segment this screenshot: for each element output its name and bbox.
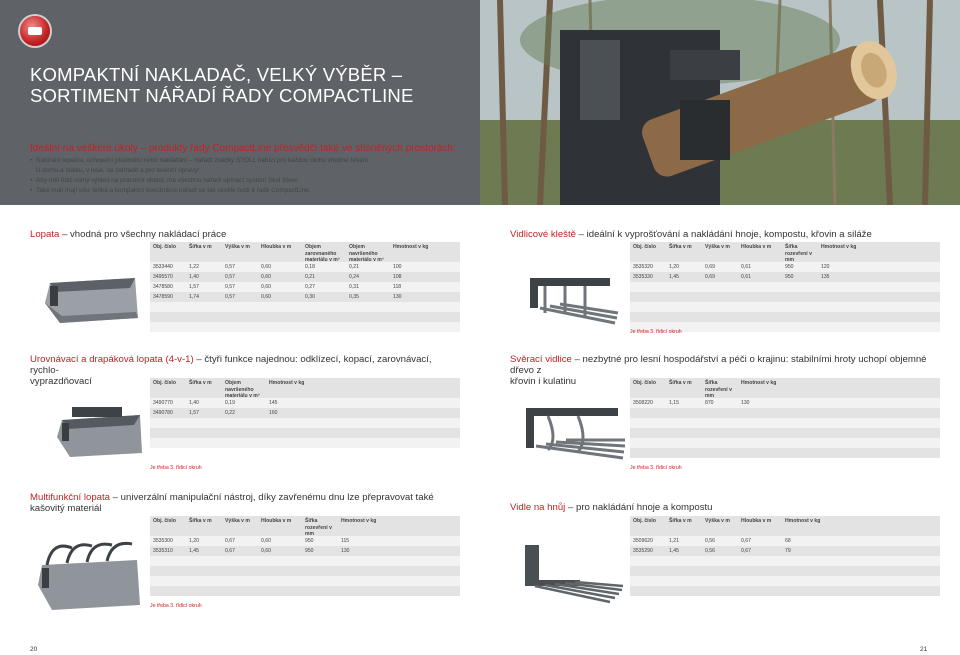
cell: 0,56 <box>705 538 715 544</box>
col-header: Obj. číslo <box>633 518 656 524</box>
cell: 130 <box>341 548 350 554</box>
section-vidlicove <box>510 229 940 240</box>
table-row-empty <box>150 428 460 438</box>
section-desc: – pro nakládání hnoje a kompostu <box>565 502 713 513</box>
cell: 0,60 <box>261 548 271 554</box>
cell: 0,67 <box>225 548 235 554</box>
section-desc: – nezbytné pro lesní hospodářství a péči o krajinu: stabilními hroty uchopí objemné dřevo z <box>510 354 927 376</box>
page-number-left: 20 <box>30 646 38 653</box>
note-third-circuit: Je třeba 3. řídicí okruh <box>150 603 202 609</box>
cell: 0,57 <box>225 264 235 270</box>
cell: 1,45 <box>189 548 199 554</box>
cell: 0,60 <box>261 284 271 290</box>
cell: 100 <box>393 264 402 270</box>
cell: 950 <box>785 274 794 280</box>
cell: 108 <box>393 274 402 280</box>
section-desc-2: vyprazdňovací <box>30 376 92 387</box>
table-header <box>150 242 460 262</box>
table-body <box>630 262 940 332</box>
section-name: Svěrací vidlice <box>510 354 572 365</box>
cell: 0,21 <box>305 274 315 280</box>
cell: 118 <box>393 284 402 290</box>
cell: 3533440 <box>153 264 173 270</box>
table-row <box>150 398 460 408</box>
cell: 0,67 <box>225 538 235 544</box>
cell: 0,27 <box>305 284 315 290</box>
col-header: Obj. číslo <box>153 244 176 250</box>
section-desc: – ideální k vyprošťování a nakládání hnoje, kompostu, křovin a siláže <box>575 229 872 240</box>
title-line-1: KOMPAKTNÍ NAKLADAČ, VELKÝ VÝBĚR – <box>30 64 403 85</box>
page-title <box>30 64 460 106</box>
section-title <box>30 492 460 503</box>
intro-bullet-continuation: U domu a statku, v lese, na zahradě a pro terénní úpravy! <box>36 167 200 174</box>
cell: 115 <box>341 538 350 544</box>
cell: 0,67 <box>741 548 751 554</box>
cell: 3490780 <box>153 410 173 416</box>
col-header: Hmotnost v kg <box>393 244 429 250</box>
clamp-fork-image <box>518 400 628 465</box>
cell: 0,18 <box>305 264 315 270</box>
cell: 0,60 <box>261 538 271 544</box>
table-row <box>150 282 460 292</box>
cell: 79 <box>785 548 791 554</box>
table-sveraci <box>630 378 940 458</box>
col-header: Šířka v m <box>189 244 212 250</box>
table-row-empty <box>150 576 460 586</box>
table-row-empty <box>630 312 940 322</box>
section-name: Vidlicové kleště <box>510 229 576 240</box>
table-row-empty <box>150 312 460 322</box>
table-lopata <box>150 242 460 332</box>
cell: 3535310 <box>153 548 173 554</box>
col-header: Výška v m <box>705 518 730 524</box>
cell: 160 <box>269 410 278 416</box>
table-row <box>630 272 940 282</box>
section-name: Vidle na hnůj <box>510 502 566 513</box>
hero-photo <box>480 0 960 205</box>
table-header <box>150 516 460 536</box>
col-header: Hloubka v m <box>261 244 292 250</box>
cell: 130 <box>393 294 402 300</box>
col-header: Obj. číslo <box>633 244 656 250</box>
intro-lead: Ideální na veškeré úkoly – produkty řady CompactLine přesvědčí také ve stísněných prostorách: <box>30 143 456 154</box>
page-number-right: 21 <box>920 646 928 653</box>
table-header <box>630 516 940 536</box>
table-row-empty <box>630 408 940 418</box>
cell: 1,57 <box>189 284 199 290</box>
cell: 1,22 <box>189 264 199 270</box>
table-row-empty <box>150 418 460 428</box>
section-multifunkcni <box>30 492 460 514</box>
table-row-empty <box>150 322 460 332</box>
grapple-bucket-image <box>52 405 147 465</box>
cell: 950 <box>305 538 314 544</box>
section-desc: – univerzální manipulační nástroj, díky zavřenému dnu lze přepravovat také <box>110 492 434 503</box>
multi-bucket-image <box>32 540 147 615</box>
cell: 1,45 <box>669 274 679 280</box>
section-title <box>510 229 940 240</box>
cell: 0,24 <box>349 274 359 280</box>
cell: 950 <box>785 264 794 270</box>
note-third-circuit: Je třeba 3. řídicí okruh <box>150 465 202 471</box>
cell: 0,69 <box>705 274 715 280</box>
col-header: Šířka rozevření v mm <box>785 244 812 263</box>
table-row-empty <box>630 566 940 576</box>
table-row-empty <box>150 566 460 576</box>
col-header: Výška v m <box>705 244 730 250</box>
section-desc-2: kašovitý materiál <box>30 503 102 514</box>
col-header: Hloubka v m <box>741 518 772 524</box>
intro-bullet: • Nabírání lopatou, uchopení předmětu nebo nakládání – nářadí značky STOLL nabízí pro každou úlohu vhodné řešení. <box>30 156 470 166</box>
table-header <box>630 242 940 262</box>
cell: 3508220 <box>633 400 653 406</box>
cell: 1,45 <box>669 548 679 554</box>
title-line-2: SORTIMENT NÁŘADÍ ŘADY COMPACTLINE <box>30 85 414 106</box>
table-header <box>150 378 460 398</box>
section-title <box>30 229 460 240</box>
bucket-image <box>40 268 140 328</box>
col-header: Hloubka v m <box>741 244 772 250</box>
col-header: Hmotnost v kg <box>821 244 857 250</box>
cell: 3535290 <box>633 548 653 554</box>
cell: 1,57 <box>189 410 199 416</box>
table-vidle <box>630 516 940 596</box>
col-header: Objem navršeného materiálu v m³ <box>225 380 260 399</box>
table-row-empty <box>630 292 940 302</box>
cell: 0,22 <box>225 410 235 416</box>
cell: 0,60 <box>261 274 271 280</box>
table-row-empty <box>630 586 940 596</box>
table-row-empty <box>630 438 940 448</box>
col-header: Objem zarovnaného materiálu v m³ <box>305 244 340 263</box>
section-name: Multifunkční lopata <box>30 492 110 503</box>
cell: 0,31 <box>349 284 359 290</box>
section-vidle <box>510 502 940 513</box>
table-row-empty <box>150 586 460 596</box>
cell: 3509620 <box>633 538 653 544</box>
col-header: Šířka v m <box>189 380 212 386</box>
stoll-logo <box>20 16 50 46</box>
col-header: Šířka rozevření v mm <box>705 380 732 399</box>
cell: 0,56 <box>705 548 715 554</box>
cell: 0,61 <box>741 274 751 280</box>
cell: 0,19 <box>225 400 235 406</box>
table-row-empty <box>630 556 940 566</box>
section-desc-2: křovin i kulatinu <box>510 376 577 387</box>
table-row-empty <box>630 418 940 428</box>
section-desc: – vhodná pro všechny nakládací práce <box>59 229 227 240</box>
col-header: Šířka v m <box>189 518 212 524</box>
table-body <box>630 398 940 458</box>
cell: 1,20 <box>189 538 199 544</box>
table-row <box>150 262 460 272</box>
table-vidlicove <box>630 242 940 332</box>
cell: 0,57 <box>225 294 235 300</box>
cell: 950 <box>305 548 314 554</box>
intro-list <box>30 156 470 196</box>
cell: 0,57 <box>225 284 235 290</box>
cell: 0,57 <box>225 274 235 280</box>
intro-bullet: • Aby měl řidič volný výhled na pracovní oblast, má všechno nářadí upínací systém Skid Steer. <box>30 176 470 186</box>
intro-block <box>30 143 470 196</box>
col-header: Hloubka v m <box>261 518 292 524</box>
col-header: Šířka rozevření v mm <box>305 518 332 537</box>
table-row <box>630 398 940 408</box>
cell: 0,60 <box>261 264 271 270</box>
intro-bullet: • Také malí mají sílu: lehká a kompaktní konstrukce nářadí se tak skvěle hodí k řadě CompactLine. <box>30 186 470 196</box>
cell: 1,21 <box>669 538 679 544</box>
table-row <box>150 408 460 418</box>
table-row <box>150 536 460 546</box>
col-header: Výška v m <box>225 518 250 524</box>
table-row-empty <box>150 302 460 312</box>
table-row <box>150 292 460 302</box>
cell: 145 <box>269 400 278 406</box>
table-row <box>630 262 940 272</box>
cell: 135 <box>821 274 830 280</box>
cell: 68 <box>785 538 791 544</box>
cell: 0,67 <box>741 538 751 544</box>
table-row-empty <box>630 448 940 458</box>
section-name: Urovnávací a drapáková lopata (4-v-1) <box>30 354 194 365</box>
table-row-empty <box>630 428 940 438</box>
cell: 0,35 <box>349 294 359 300</box>
col-header: Hmotnost v kg <box>341 518 377 524</box>
note-third-circuit: Je třeba 3. řídicí okruh <box>630 465 682 471</box>
cell: 1,20 <box>669 264 679 270</box>
col-header: Výška v m <box>225 244 250 250</box>
section-name: Lopata <box>30 229 60 240</box>
fork-clamp-image <box>520 268 620 333</box>
cell: 0,69 <box>705 264 715 270</box>
table-row-empty <box>150 438 460 448</box>
cell: 3535320 <box>633 264 653 270</box>
table-row-empty <box>630 282 940 292</box>
cell: 3478580 <box>153 284 173 290</box>
cell: 3535330 <box>633 274 653 280</box>
cell: 3490770 <box>153 400 173 406</box>
cell: 1,15 <box>669 400 679 406</box>
col-header: Hmotnost v kg <box>785 518 821 524</box>
cell: 0,60 <box>261 294 271 300</box>
table-row-empty <box>630 302 940 312</box>
cell: 3535300 <box>153 538 173 544</box>
table-row-empty <box>150 556 460 566</box>
cell: 870 <box>705 400 714 406</box>
table-body <box>150 262 460 332</box>
cell: 120 <box>821 264 830 270</box>
col-header: Hmotnost v kg <box>269 380 305 386</box>
table-body <box>630 536 940 596</box>
table-urovnavaci <box>150 378 460 448</box>
col-header: Objem navršeného materiálu v m³ <box>349 244 384 263</box>
cell: 1,40 <box>189 274 199 280</box>
cell: 1,40 <box>189 400 199 406</box>
col-header: Obj. číslo <box>153 518 176 524</box>
cell: 0,30 <box>305 294 315 300</box>
cell: 3495570 <box>153 274 173 280</box>
cell: 1,74 <box>189 294 199 300</box>
cell: 3478590 <box>153 294 173 300</box>
table-row <box>150 546 460 556</box>
section-title <box>30 354 460 376</box>
manure-fork-image <box>515 540 625 610</box>
col-header: Obj. číslo <box>633 380 656 386</box>
table-multifunkcni <box>150 516 460 596</box>
col-header: Hmotnost v kg <box>741 380 777 386</box>
note-third-circuit: Je třeba 3. řídicí okruh <box>630 329 682 335</box>
table-header <box>630 378 940 398</box>
table-body <box>150 536 460 596</box>
table-row-empty <box>630 576 940 586</box>
table-row <box>150 272 460 282</box>
section-desc: – čtyři funkce najednou: odklízecí, kopací, zarovnávací, rychlo- <box>30 354 432 376</box>
col-header: Obj. číslo <box>153 380 176 386</box>
table-body <box>150 398 460 448</box>
table-row <box>630 536 940 546</box>
section-lopata <box>30 229 460 240</box>
cell: 130 <box>741 400 750 406</box>
cell: 0,61 <box>741 264 751 270</box>
col-header: Šířka v m <box>669 380 692 386</box>
col-header: Šířka v m <box>669 244 692 250</box>
col-header: Šířka v m <box>669 518 692 524</box>
cell: 0,21 <box>349 264 359 270</box>
loader-log-photo <box>480 0 960 205</box>
section-title <box>510 502 940 513</box>
section-title <box>510 354 940 376</box>
table-row <box>630 546 940 556</box>
